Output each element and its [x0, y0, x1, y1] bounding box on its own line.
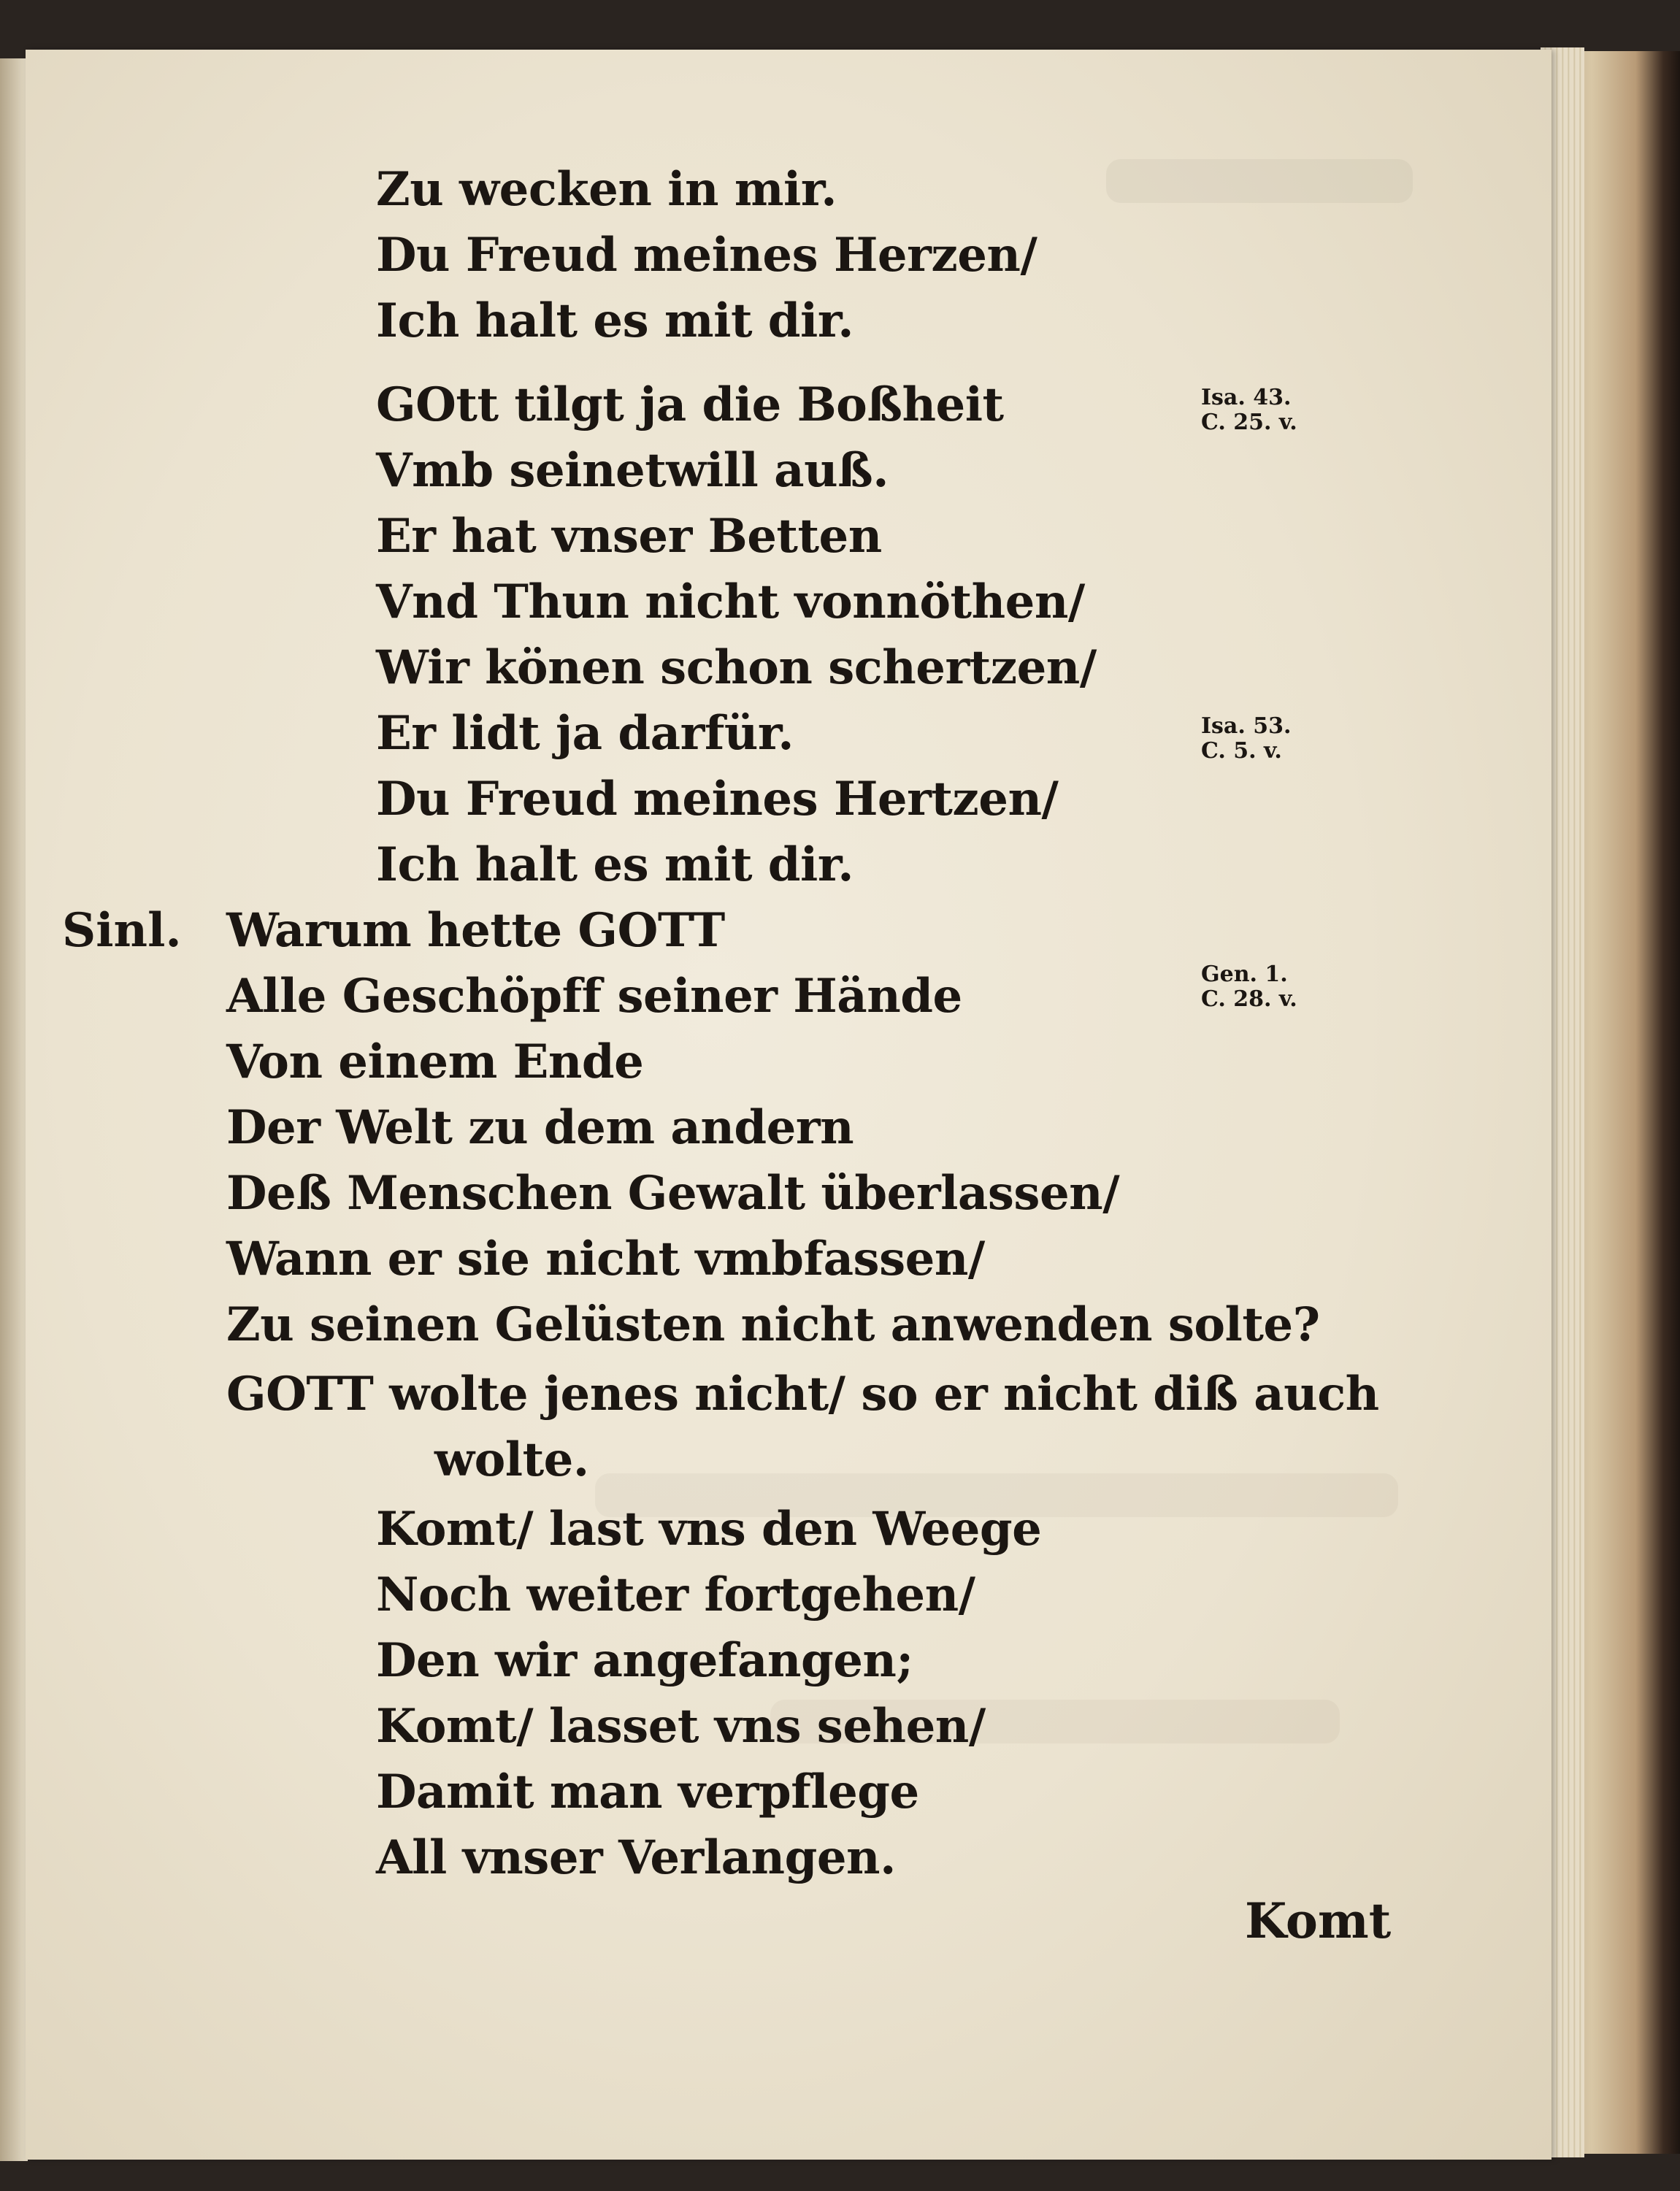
verse-line: Du Freud meines Herzen/	[376, 228, 1037, 283]
verse-line: Warum hette GOTT	[226, 903, 725, 958]
verse-line: Komt/ last vns den Weege	[376, 1502, 1042, 1557]
show-through-shadow	[1106, 159, 1413, 203]
verse-line: Du Freud meines Hertzen/	[376, 772, 1059, 826]
verse-line: Ich halt es mit dir.	[376, 293, 854, 348]
verse-line: Zu seinen Gelüsten nicht anwenden solte?	[226, 1297, 1320, 1352]
verse-line: Ich halt es mit dir.	[376, 837, 854, 892]
verse-line: Damit man verpflege	[376, 1765, 919, 1819]
speaker-label: Sinl.	[62, 903, 182, 958]
book-fore-edge	[1570, 51, 1680, 2154]
verse-line: Von einem Ende	[226, 1035, 644, 1089]
verse-line: Er lidt ja darfür.	[376, 706, 794, 761]
verse-line: Vmb seinetwill auß.	[376, 443, 889, 498]
verse-line: Zu wecken in mir.	[376, 162, 837, 217]
catchword: Komt	[1245, 1892, 1392, 1949]
verse-line: GOTT wolte jenes nicht/ so er nicht diß auch	[226, 1367, 1379, 1421]
verse-line: Deß Menschen Gewalt überlassen/	[226, 1166, 1120, 1221]
margin-reference: Isa. 43. C. 25. v.	[1201, 385, 1297, 435]
verse-line: Wir könen schon schertzen/	[376, 640, 1097, 695]
book-page	[26, 50, 1551, 2160]
verse-line: Wann er sie nicht vmbfassen/	[226, 1232, 985, 1286]
verse-line: All vnser Verlangen.	[376, 1830, 896, 1885]
verse-line: wolte.	[434, 1432, 589, 1487]
verse-line: Der Welt zu dem andern	[226, 1100, 854, 1155]
verse-line: GOtt tilgt ja die Boßheit	[376, 377, 1004, 432]
margin-reference: Gen. 1. C. 28. v.	[1201, 962, 1297, 1012]
verse-line: Alle Geschöpff seiner Hände	[226, 969, 962, 1024]
verse-line: Er hat vnser Betten	[376, 509, 882, 564]
verse-line: Komt/ lasset vns sehen/	[376, 1699, 986, 1754]
verse-line: Den wir angefangen;	[376, 1633, 913, 1688]
verse-line: Vnd Thun nicht vonnöthen/	[376, 575, 1085, 629]
margin-reference: Isa. 53. C. 5. v.	[1201, 713, 1292, 764]
verse-line: Noch weiter fortgehen/	[376, 1568, 975, 1622]
adjacent-page-edge	[0, 58, 28, 2161]
